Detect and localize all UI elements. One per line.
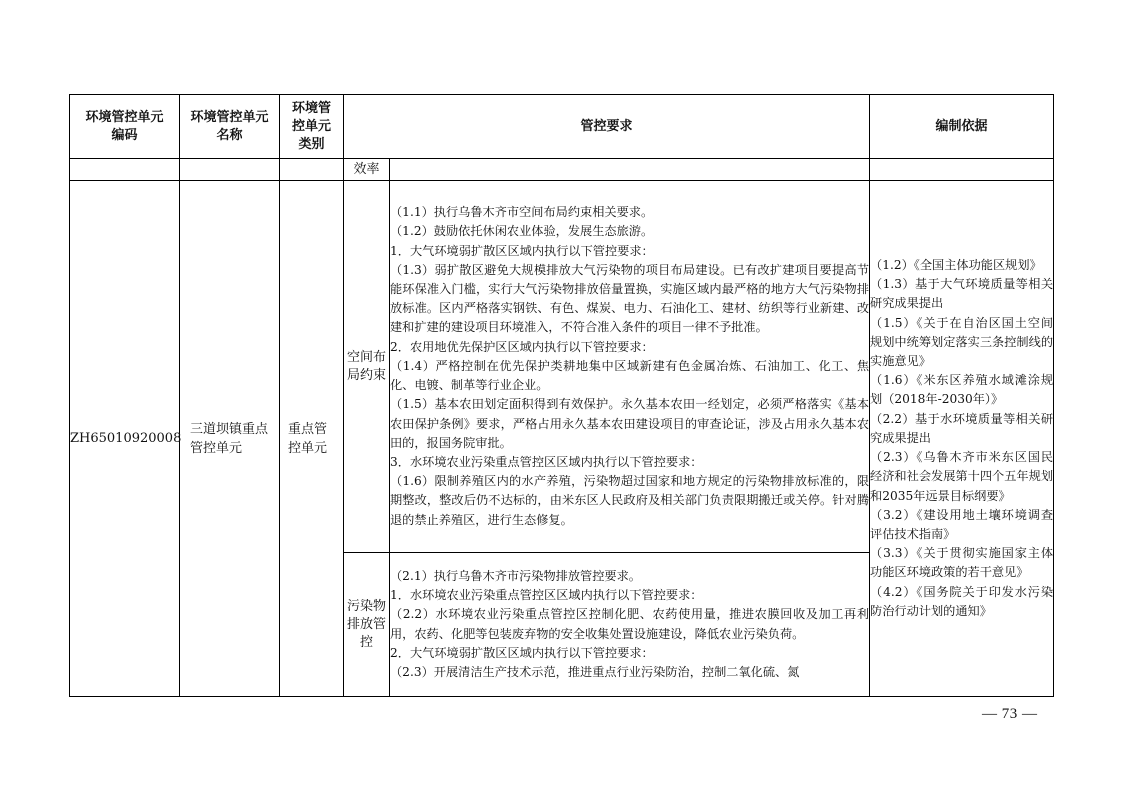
section-label-spatial: 空间布局约束 [344,181,390,553]
continued-label: 效率 [344,159,390,181]
req-item: （2.2）水环境农业污染重点管控区控制化肥、农药使用量，推进农膜回收及加工再利用，农药、化肥等包装废弃物的安全收集处置设施建设，降低农业污染负荷。 [390,607,870,641]
basis-item: （1.6）《米东区养殖水域滩涂规划（2018年-2030年）》 [870,373,1054,407]
basis-item: （3.2）《建设用地土壤环境调查评估技术指南》 [870,507,1054,541]
req-item: （1.1）执行乌鲁木齐市空间布局约束相关要求。 [390,205,654,220]
basis-item: （2.2）基于水环境质量等相关研究成果提出 [870,411,1054,445]
req-item: 1．水环境农业污染重点管控区区域内执行以下管控要求： [390,588,703,603]
req-item: （2.1）执行乌鲁木齐市污染物排放管控要求。 [390,568,641,583]
req-item: 2．大气环境弱扩散区区域内执行以下管控要求： [390,645,654,660]
continued-row [70,159,1054,181]
basis-item: （4.2）《国务院关于印发水污染防治行动计划的通知》 [870,584,1054,618]
req-item: 3．水环境农业污染重点管控区区域内执行以下管控要求： [390,454,703,469]
header-row [70,95,1054,159]
header-category: 环境管控单元类别 [280,95,344,159]
unit-row-spatial [70,181,1054,553]
unit-code: ZH65010920008 [70,181,180,697]
page-number: — 73 — [982,706,1038,722]
section-label-pollution: 污染物排放管控 [344,553,390,697]
req-item: （1.5）基本农田划定面积得到有效保护。永久基本农田一经划定，必须严格落实《基本农田保护条例》要求，严格占用永久基本农田建设项目的审查论证，涉及占用永久基本农田的，报国务院审批。 [390,397,870,450]
basis-item: （1.3）基于大气环境质量等相关研究成果提出 [870,277,1054,311]
basis-item: （3.3）《关于贯彻实施国家主体功能区环境政策的若干意见》 [870,546,1054,580]
basis-item: （1.2）《全国主体功能区规划》 [870,258,1042,273]
header-code: 环境管控单元编码 [70,95,180,159]
req-item: （1.3）弱扩散区避免大规模排放大气污染物的项目布局建设。已有改扩建项目要提高节能环保准入门槛，实行大气污染物排放倍量置换，实施区域内最严格的地方大气污染物排放标准。区内严格落实钢铁、有色、煤炭、电力、石油化工、建材、纺织等行业新建、改建和扩建的建设项目环境准入，不符合准入条件的项目一律不予批准。 [390,262,870,335]
unit-name: 三道坝镇重点管控单元 [180,181,280,697]
unit-category: 重点管控单元 [280,181,344,697]
req-item: 1．大气环境弱扩散区区域内执行以下管控要求： [390,243,654,258]
control-unit-table [69,94,1054,697]
section-items-pollution [390,553,870,697]
header-requirements: 管控要求 [344,95,870,159]
basis-item: （2.3）《乌鲁木齐市米东区国民经济和社会发展第十四个五年规划和2035年远景目标纲要》 [870,450,1054,503]
req-item: （2.3）开展清洁生产技术示范，推进重点行业污染防治，控制二氧化硫、氮 [390,664,800,679]
req-item: （1.4）严格控制在优先保护类耕地集中区域新建有色金属冶炼、石油加工、化工、焦化、电镀、制革等行业企业。 [390,358,870,393]
basis-item: （1.5）《关于在自治区国土空间规划中统筹划定落实三条控制线的实施意见》 [870,315,1054,369]
req-item: （1.2）鼓励依托休闲农业体验，发展生态旅游。 [390,224,654,239]
header-name: 环境管控单元名称 [180,95,280,159]
header-basis: 编制依据 [870,95,1054,159]
req-item: 2．农用地优先保护区区域内执行以下管控要求： [390,339,654,354]
req-item: （1.6）限制养殖区内的水产养殖，污染物超过国家和地方规定的污染物排放标准的，限期整改，整改后仍不达标的，由米东区人民政府及相关部门负责限期搬迁或关停。针对腾退的禁止养殖区，进行生态修复。 [390,474,870,527]
section-items-spatial [390,181,870,553]
basis-cell [870,181,1054,697]
